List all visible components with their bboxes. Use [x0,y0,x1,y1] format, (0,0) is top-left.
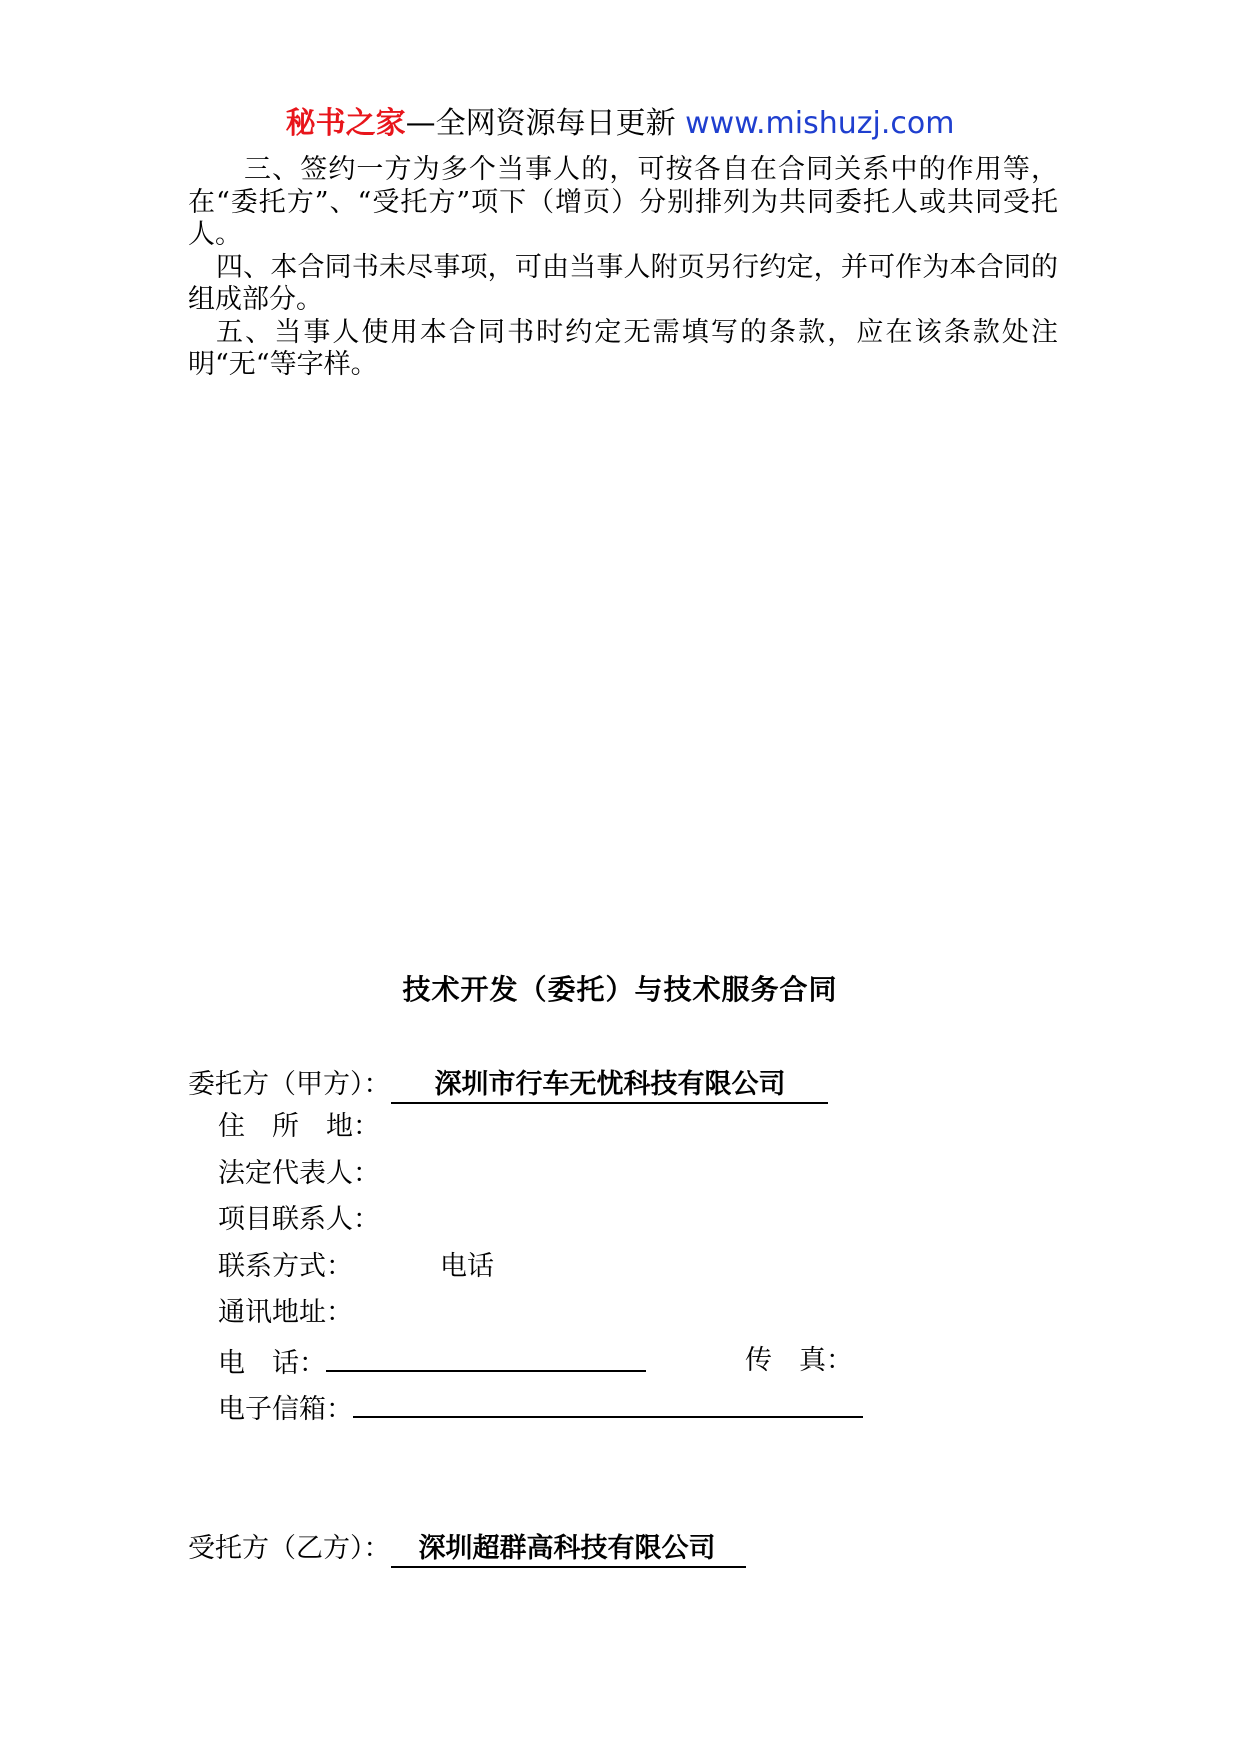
email-label: 电子信箱： [218,1394,353,1425]
contact-person-field[interactable] [218,1203,380,1237]
address-field[interactable] [218,1110,380,1144]
site-header [0,104,1240,144]
mailing-address-field[interactable] [218,1296,353,1330]
address-label: 住 所 地： [218,1111,380,1142]
contact-person-label: 项目联系人： [218,1204,380,1235]
contract-title: 技术开发（委托）与技术服务合同 [402,973,838,1006]
party-b-row [188,1526,746,1568]
legal-rep-field[interactable] [218,1157,380,1191]
contact-method-value: 电话 [440,1251,494,1282]
legal-rep-label: 法定代表人： [218,1158,380,1189]
note-paragraph-4: 四、本合同书未尽事项，可由当事人附页另行约定，并可作为本合同的组成部分。 [188,251,1058,315]
party-b-label: 受托方（乙方）： [188,1533,391,1564]
party-a-row [188,1062,828,1104]
intro-notes [188,154,1058,382]
phone-label: 电 话： [218,1348,326,1379]
note-paragraph-3: 三、签约一方为多个当事人的，可按各自在合同关系中的作用等，在“委托方”、“受托方”项下（增页）分别排列为共同委托人或共同受托人。 [188,154,1058,250]
email-input-line[interactable] [353,1390,863,1418]
phone-field[interactable] [218,1344,646,1381]
note-paragraph-5: 五、当事人使用本合同书时约定无需填写的条款，应在该条款处注明“无“等字样。 [188,316,1058,380]
header-slogan: —全网资源每日更新 [405,106,686,141]
party-b-name-field[interactable]: 深圳超群高科技有限公司 [391,1532,746,1568]
fax-label: 传 真： [745,1345,853,1376]
site-url-link[interactable]: www.mishuzj.com [685,106,955,141]
contact-method-label: 联系方式： [218,1251,353,1282]
mailing-address-label: 通讯地址： [218,1297,353,1328]
party-a-label: 委托方（甲方）： [188,1069,391,1100]
fax-field[interactable] [745,1344,853,1378]
brand-name: 秘书之家 [285,106,406,141]
party-a-name-field[interactable]: 深圳市行车无忧科技有限公司 [391,1068,828,1104]
email-field[interactable] [218,1390,863,1427]
contact-method-field[interactable] [218,1250,353,1284]
phone-input-line[interactable] [326,1344,646,1372]
